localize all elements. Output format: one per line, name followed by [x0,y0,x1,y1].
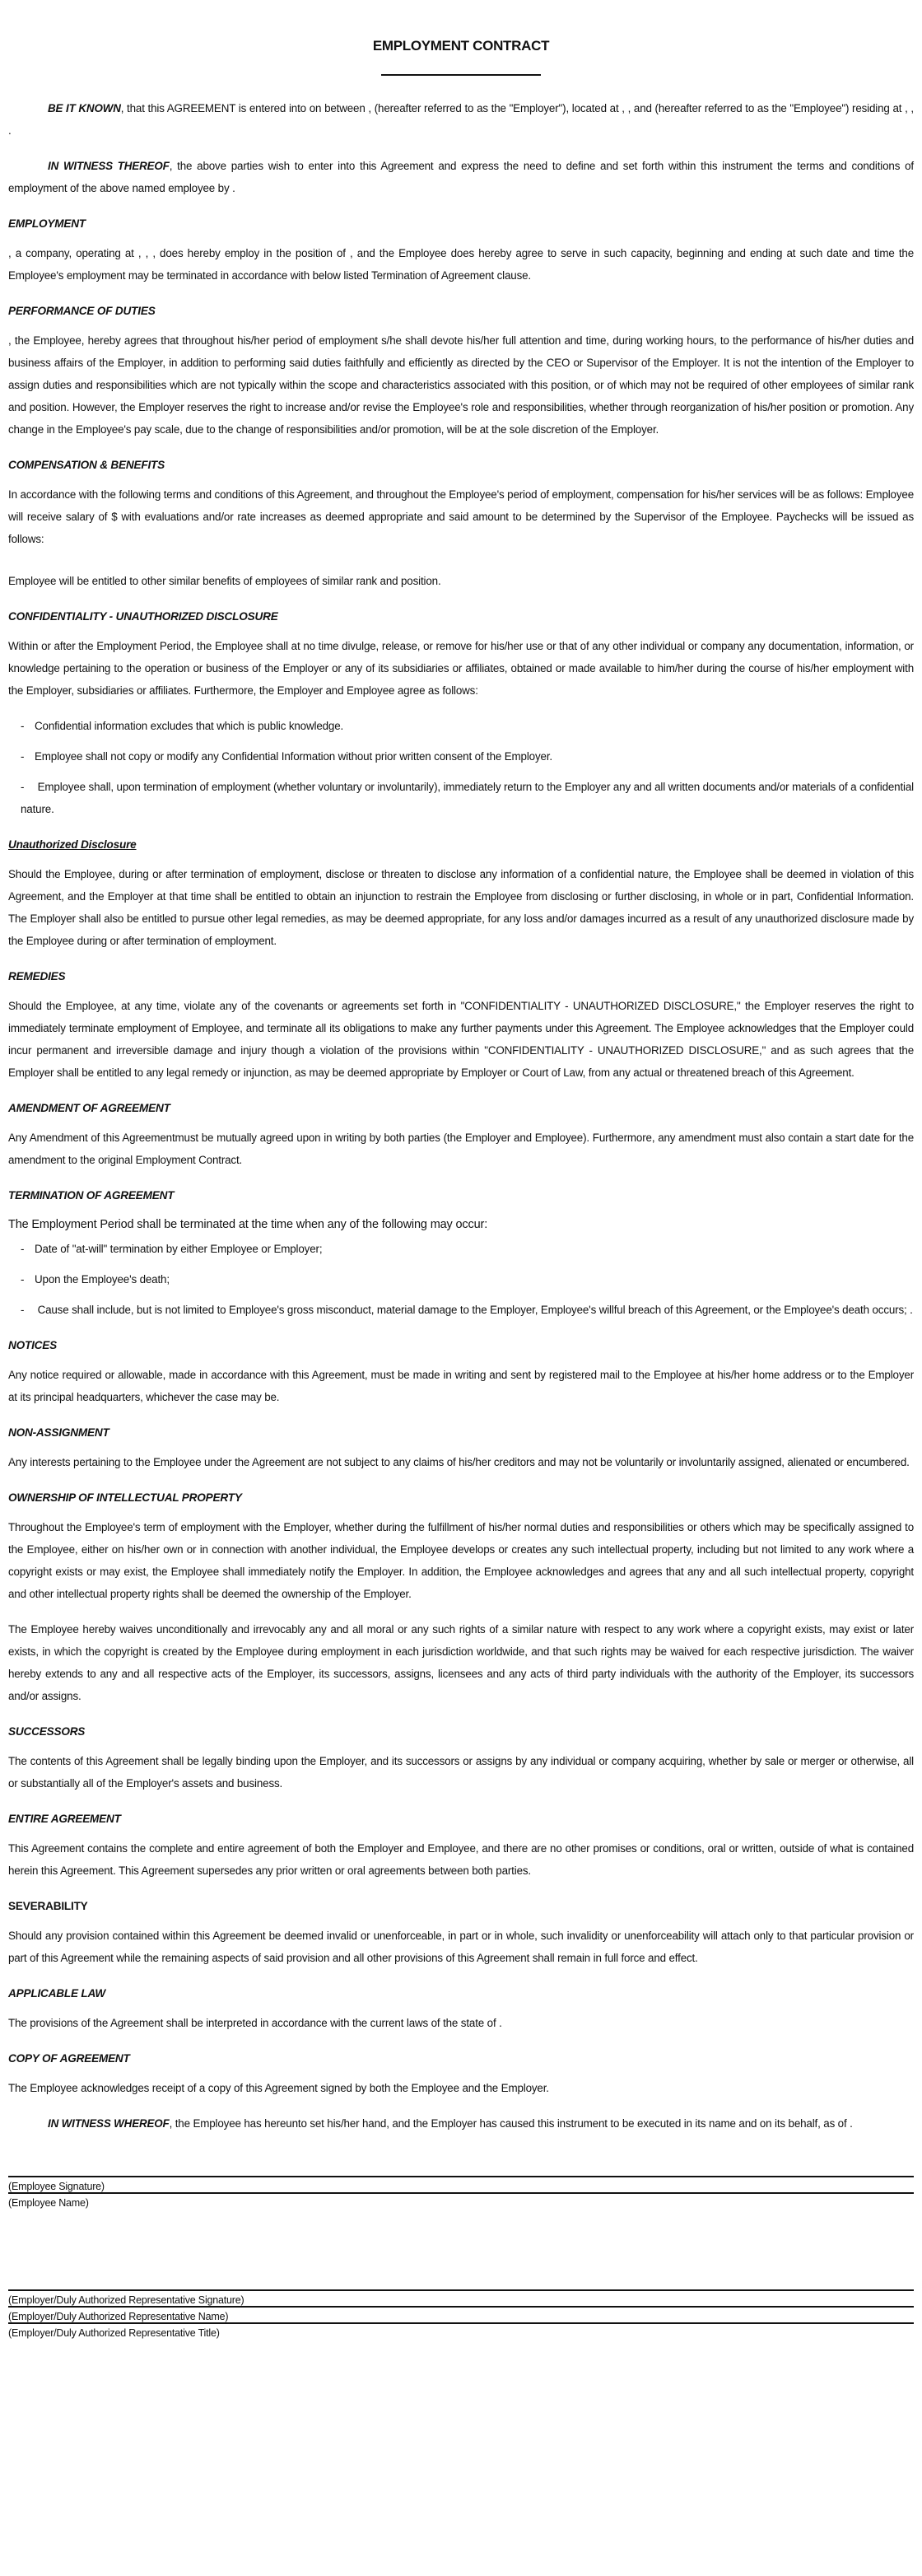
list-item-text: Confidential information excludes that which is public knowledge. [35,720,344,732]
title-underline [381,74,541,76]
section-copy-of-agreement [8,2047,914,2099]
section-remedies [8,965,914,1084]
list-item [8,1299,914,1321]
list-item [8,776,914,820]
list-item [8,745,914,768]
section-paragraph: The provisions of the Agreement shall be interpreted in accordance with the current laws of the state of . [8,2017,502,2029]
section-ownership-of-intellectual-property [8,1486,914,1707]
section-paragraph: Any interests pertaining to the Employee under the Agreement are not subject to any claims of his/her creditors and may not be voluntarily or involuntarily assigned, alienated or encumbered. [8,1456,910,1468]
section-unauthorized-disclosure [8,833,914,952]
paragraph-lead: IN WITNESS WHEREOF [48,2117,170,2130]
list-item [8,715,914,737]
section-paragraph: Throughout the Employee's term of employment with the Employer, whether during the fulfillment of his/her normal duties and responsibilities or others which may be specifically assigned to the Employee, either on his/her own or in connection with another individual, the Employee develops or creates any such intellectual property, including but not limited to any work where a copyright exists or may exist, the Employee shall immediately notify the Employer. In addition, the Employee acknowledges and agrees that any and all such intellectual property, copyright and other intellectual property rights shall be deemed the ownership of the Employer. [8,1521,914,1600]
section-heading: EMPLOYMENT [8,217,86,230]
employee-name-label: (Employee Name) [8,2197,89,2209]
section-heading: CONFIDENTIALITY - UNAUTHORIZED DISCLOSURE [8,610,278,623]
section-applicable-law [8,1982,914,2034]
contract-sections [8,212,914,2099]
section-paragraph: Any notice required or allowable, made in accordance with this Agreement, must be made in writing and sent by registered mail to the Employee at his/her home address or to the Employer at its principal headquarters, whichever the case may be. [8,1369,914,1403]
section-confidentiality-unauthorized-disclosure [8,605,914,820]
section-severability [8,1895,914,1969]
closing-paragraph [8,2112,914,2135]
document-title: EMPLOYMENT CONTRACT [372,38,550,54]
paragraph-text: , the Employee has hereunto set his/her hand, and the Employer has caused this instrument to be executed in its name and on its behalf, as of . [169,2117,853,2130]
section-heading: SEVERABILITY [8,1900,88,1912]
section-paragraph: Any Amendment of this Agreementmust be mutually agreed upon in writing by both parties (the Employer and Employee). Furthermore, any amendment must also contain a start date for the amendment to the original Employment Contract. [8,1132,914,1166]
section-paragraph: This Agreement contains the complete and entire agreement of both the Employer and Employee, and there are no other promises or conditions, oral or written, outside of what is contained herein this Agreement. This Agreement supersedes any prior written or oral agreements between both parties. [8,1842,914,1877]
paragraph-lead: BE IT KNOWN [48,102,121,114]
section-heading: ENTIRE AGREEMENT [8,1813,121,1825]
dash-bullet: - [21,1273,25,1286]
dash-bullet: - [21,1243,25,1255]
paragraph-text: , the above parties wish to enter into this Agreement and express the need to define and set forth within this instrument the terms and conditions of employment of the above named employee by . [8,160,915,194]
section-entire-agreement [8,1808,914,1882]
section-heading: COMPENSATION & BENEFITS [8,459,165,471]
employer-signature-block [8,2289,914,2339]
section-termination-of-agreement [8,1184,914,1321]
list-item [8,1238,914,1260]
section-paragraph: , a company, operating at , , , does hereby employ in the position of , and the Employee does hereby agree to serve in such capacity, beginning and ending at such date and time the Employee's employment may be terminated in accordance with below listed Termination of Agreement clause. [8,247,914,282]
section-amendment-of-agreement [8,1097,914,1171]
section-performance-of-duties [8,300,914,441]
section-heading: SUCCESSORS [8,1725,86,1738]
employer-name-label: (Employer/Duly Authorized Representative Name) [8,2311,229,2322]
section-paragraph: The Employment Period shall be terminated at the time when any of the following may occur: [8,1218,488,1231]
section-heading: Unauthorized Disclosure [8,838,137,851]
dash-bullet: - [21,720,25,732]
dash-bullet: - [21,750,25,763]
section-heading: NON-ASSIGNMENT [8,1426,109,1439]
employee-signature-block [8,2176,914,2209]
list-item-text: Cause shall include, but is not limited to Employee's gross misconduct, material damage to the Employer, Employee's willful breach of this Agreement, or the Employee's death occurs; . [35,1304,913,1316]
section-paragraph: Should the Employee, at any time, violate any of the covenants or agreements set forth in "CONFIDENTIALITY - UNAUTHORIZED DISCLOSURE," the Employer reserves the right to immediately terminate employment of Employee, and terminate all its obligations to make any further payments under this Agreement. The Employee acknowledges that the Employer could incur permanent and irreversible damage and injury though a violation of the provisions within "CONFIDENTIALITY - UNAUTHORIZED DISCLOSURE," and as such agrees that the Employer shall be entitled to any legal remedy or injunction, as may be deemed appropriate by Employer or Court of Law, from any actual or threatened breach of this Agreement. [8,1000,914,1079]
section-paragraph: The Employee hereby waives unconditionally and irrevocably any and all moral or any such rights of a similar nature with respect to any work where a copyright exists, may exist or later exists, in which the copyright is created by the Employee during employment in each jurisdiction worldwide, and that such rights may be waived for each respective jurisdiction. The waiver hereby extends to any and all respective acts of the Employer, its successors, assigns, licensees and any acts of third party individuals with the authority of the Employer, its successors and/or assigns. [8,1623,914,1702]
section-heading: OWNERSHIP OF INTELLECTUAL PROPERTY [8,1491,242,1504]
section-successors [8,1720,914,1794]
section-heading: APPLICABLE LAW [8,1987,106,2000]
section-heading: PERFORMANCE OF DUTIES [8,305,156,317]
section-heading: AMENDMENT OF AGREEMENT [8,1102,170,1114]
section-paragraph: Within or after the Employment Period, the Employee shall at no time divulge, release, or remove for his/her use or that of any other individual or company any documentation, information, or knowledge pertaining to the operation or business of the Employer or any of its subsidiaries or affiliates, obtained or made available to him/her during the course of his/her employment with the Employer, subsidiaries or affiliates. Furthermore, the Employer and Employee agree as follows: [8,640,914,697]
paragraph-text: , that this AGREEMENT is entered into on between , (hereafter referred to as the "Employer"), located at , , and (hereafter referred to as the "Employee") residing at , , . [8,102,914,137]
section-employment [8,212,914,287]
paragraph-lead: IN WITNESS THEREOF [48,160,170,172]
section-paragraph: The contents of this Agreement shall be legally binding upon the Employer, and its successors or assigns by any individual or company acquiring, whether by sale or merger or otherwise, all or substantially all of the Employer's assets and business. [8,1755,914,1790]
section-paragraph: , the Employee, hereby agrees that throughout his/her period of employment s/he shall devote his/her full attention and time, during working hours, to the performance of his/her duties and business affairs of the Employer, in addition to performing said duties faithfully and efficiently as directed by the CEO or Supervisor of the Employer. It is not the intention of the Employer to assign duties and responsibilities which are not typically within the scope and characteristics associated with this position, or of which may not be required of other employees of similar rank and position. However, the Employer reserves the right to increase and/or revise the Employee's role and responsibilities, whether through reorganization of his/her position or promotion. Any change in the Employee's pay scale, due to the change of responsibilities and/or promotion, will be at the sole discretion of the Employer. [8,334,914,436]
section-paragraph: Should the Employee, during or after termination of employment, disclose or threaten to disclose any information of a confidential nature, the Employee shall be deemed in violation of this Agreement, and the Employer at that time shall be entitled to obtain an injunction to restrain the Employee from disclosing or further disclosing, in whole or in part, Confidential Information. The Employer shall also be entitled to pursue other legal remedies, as may be deemed appropriate, for any loss and/or damages incurred as a result of any unauthorized disclosure made by the Employee during or after termination of employment. [8,868,914,947]
section-heading: COPY OF AGREEMENT [8,2052,130,2065]
section-heading: NOTICES [8,1339,58,1351]
section-paragraph: Should any provision contained within this Agreement be deemed invalid or unenforceable, in part or in whole, such invalidity or unenforceability will attach only to that particular provision or part of this Agreement while the remaining aspects of said provision and all other provisions of this Agreement shall remain in full force and effect. [8,1930,914,1964]
dash-bullet: - [21,1304,25,1316]
section-heading: REMEDIES [8,970,66,982]
section-notices [8,1334,914,1408]
employer-title-label: (Employer/Duly Authorized Representative Title) [8,2327,220,2339]
list-item-text: Employee shall not copy or modify any Confidential Information without prior written consent of the Employer. [35,750,552,763]
be-it-known-paragraph [8,97,914,142]
dash-bullet: - [21,781,25,793]
section-paragraph: Employee will be entitled to other similar benefits of employees of similar rank and position. [8,575,441,587]
section-paragraph: The Employee acknowledges receipt of a copy of this Agreement signed by both the Employee and the Employer. [8,2082,549,2094]
list-item [8,1268,914,1290]
employee-signature-label: (Employee Signature) [8,2181,105,2192]
list-item-text: Employee shall, upon termination of employment (whether voluntary or involuntarily), immediately return to the Employer any and all written documents and/or materials of a confidential nature. [21,781,914,815]
section-non-assignment [8,1421,914,1473]
section-paragraph: In accordance with the following terms and conditions of this Agreement, and throughout the Employee's period of employment, compensation for his/her services will be as follows: Employee will receive salary of $ with evaluations and/or rate increases as deemed appropriate and said amount to be determined by the Supervisor of the Employee. Paychecks will be issued as follows: [8,488,914,545]
section-heading: TERMINATION OF AGREEMENT [8,1189,175,1202]
list-item-text: Upon the Employee's death; [35,1273,170,1286]
employer-signature-label: (Employer/Duly Authorized Representative Signature) [8,2294,244,2306]
in-witness-thereof-paragraph [8,155,914,199]
section-compensation-benefits [8,454,914,592]
list-item-text: Date of "at-will" termination by either Employee or Employer; [35,1243,323,1255]
